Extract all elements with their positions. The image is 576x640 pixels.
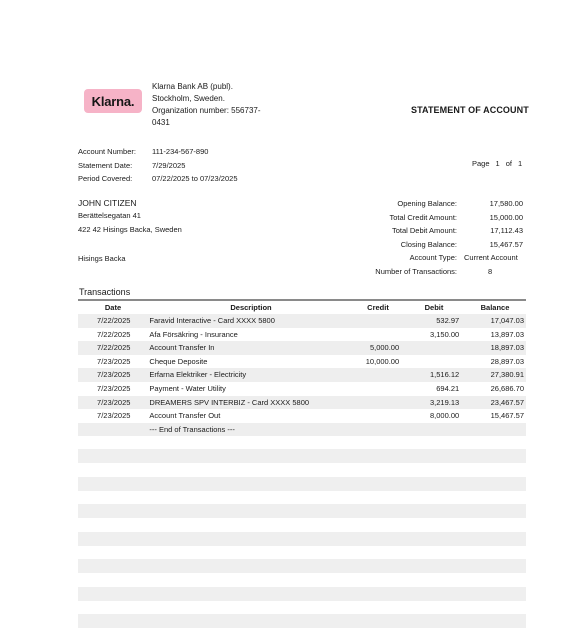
- row-debit: 8,000.00: [429, 411, 460, 421]
- header-credit: Credit: [367, 303, 389, 312]
- row-debit: 694.21: [436, 383, 460, 393]
- row-debit: [399, 341, 459, 355]
- summary-label: Number of Transactions:: [375, 266, 457, 276]
- period-value: 07/22/2025 to 07/23/2025: [152, 174, 238, 183]
- row-credit: [329, 409, 400, 423]
- table-row: [78, 314, 526, 328]
- summary-label: Closing Balance:: [400, 239, 457, 249]
- summary-label: Total Credit Amount:: [389, 212, 457, 222]
- row-credit: [329, 328, 400, 342]
- page-of-label: of: [505, 159, 512, 168]
- account-details: [78, 145, 238, 186]
- statement-title: STATEMENT OF ACCOUNT: [411, 105, 529, 115]
- row-credit: 5,000.00: [369, 343, 400, 353]
- header-date: Date: [104, 303, 122, 312]
- row-date: [78, 423, 130, 437]
- customer-name: JOHN CITIZEN: [78, 198, 137, 208]
- table-row: [78, 396, 526, 410]
- row-balance: 26,686.70: [490, 383, 524, 393]
- empty-row-band: [78, 532, 526, 546]
- summary-value: 8: [488, 266, 493, 276]
- row-description: Afa Försäkring - Insurance: [149, 329, 238, 339]
- header-description: Description: [230, 303, 272, 312]
- summary-label: Opening Balance:: [397, 199, 457, 208]
- row-date: 7/23/2025: [97, 411, 131, 421]
- account-number-label: Account Number:: [78, 147, 136, 156]
- table-row: [78, 409, 526, 423]
- summary-label: Account Type:: [409, 253, 457, 263]
- row-debit: [399, 355, 459, 369]
- row-balance: 27,380.91: [490, 370, 524, 380]
- customer-address: [78, 198, 182, 237]
- customer-city: 422 42 Hisings Backa, Sweden: [78, 225, 182, 234]
- bank-line: Stockholm, Sweden.: [152, 94, 225, 103]
- customer-street: Berättelsegatan 41: [78, 211, 141, 220]
- summary-row: [330, 265, 530, 279]
- empty-row-band: [78, 477, 526, 491]
- page-label: Page: [472, 159, 490, 168]
- empty-row-band: [78, 449, 526, 463]
- summary-row: [330, 197, 530, 211]
- table-row: [78, 368, 526, 382]
- period-row: [78, 172, 238, 186]
- klarna-logo: [84, 89, 142, 113]
- row-balance: 15,467.57: [490, 411, 524, 421]
- account-number-row: [78, 145, 238, 159]
- row-balance: [459, 423, 526, 437]
- row-credit: [329, 382, 400, 396]
- table-row: [78, 341, 526, 355]
- table-header: [78, 302, 526, 314]
- summary-label: Total Debit Amount:: [391, 226, 457, 236]
- row-debit: 532.97: [436, 316, 460, 325]
- row-description: DREAMERS SPV INTERBIZ - Card XXXX 5800: [149, 397, 310, 407]
- statement-date-row: [78, 159, 238, 173]
- row-balance: 28,897.03: [490, 356, 524, 366]
- bank-info: [152, 81, 272, 129]
- table-row: [78, 328, 526, 342]
- row-description: --- End of Transactions ---: [149, 424, 235, 434]
- customer-branch: Hisings Backa: [78, 254, 126, 263]
- row-balance: 17,047.03: [490, 316, 524, 325]
- row-debit: 3,219.13: [429, 397, 460, 407]
- row-description: Faravid Interactive - Card XXXX 5800: [149, 316, 275, 325]
- header-balance: Balance: [480, 303, 510, 312]
- row-balance: 13,897.03: [490, 329, 524, 339]
- summary-row: [330, 211, 530, 225]
- summary-value: 17,112.43: [490, 226, 523, 236]
- transactions-title: Transactions: [79, 287, 131, 297]
- row-description: Cheque Deposite: [149, 356, 208, 366]
- table-row: [78, 355, 526, 369]
- row-description: Payment - Water Utility: [149, 383, 226, 393]
- bank-line: Organization number: 556737-: [152, 106, 261, 115]
- period-label: Period Covered:: [78, 174, 133, 183]
- row-description: Account Transfer In: [149, 343, 215, 353]
- section-divider: [78, 299, 526, 301]
- row-credit: [329, 314, 400, 328]
- row-debit: 1,516.12: [429, 370, 460, 380]
- row-debit: [399, 423, 459, 437]
- empty-row-band: [78, 559, 526, 573]
- page-number: [472, 159, 522, 168]
- statement-date-value: 7/29/2025: [152, 160, 186, 170]
- row-description: Account Transfer Out: [149, 411, 221, 421]
- row-balance: 23,467.57: [490, 397, 524, 407]
- empty-row-band: [78, 587, 526, 601]
- bank-line: 0431: [152, 118, 170, 127]
- row-credit: [329, 396, 400, 410]
- summary-value: 15,467.57: [489, 239, 523, 249]
- transactions-table: [78, 302, 526, 436]
- summary-row: [330, 238, 530, 252]
- page-total: 1: [517, 159, 523, 168]
- header-debit: Debit: [424, 303, 444, 312]
- summary-value: Current Account: [464, 253, 518, 263]
- row-date: 7/23/2025: [97, 397, 131, 407]
- bank-line: Klarna Bank AB (publ).: [152, 82, 233, 91]
- summary-row: [330, 251, 530, 265]
- row-credit: 10,000.00: [365, 356, 400, 366]
- summary-row: [330, 224, 530, 238]
- row-date: 7/22/2025: [97, 316, 131, 325]
- page-current: 1: [495, 159, 500, 168]
- logo-text: Klarna.: [91, 93, 135, 109]
- row-date: 7/23/2025: [97, 370, 131, 380]
- empty-row-band: [78, 614, 526, 628]
- summary-value: 17,580.00: [489, 199, 523, 208]
- row-debit: 3,150.00: [429, 329, 460, 339]
- row-date: 7/22/2025: [97, 343, 131, 353]
- table-row: [78, 423, 526, 437]
- table-row: [78, 382, 526, 396]
- row-credit: [329, 368, 400, 382]
- account-number-value: 111-234-567-890: [152, 147, 209, 156]
- row-date: 7/22/2025: [97, 329, 131, 339]
- row-credit: [329, 423, 400, 437]
- account-summary: [330, 197, 530, 279]
- empty-row-band: [78, 504, 526, 518]
- row-description: Erfarna Elektriker - Electricity: [149, 370, 247, 380]
- row-balance: 18,897.03: [490, 343, 524, 353]
- row-date: 7/23/2025: [97, 383, 131, 393]
- row-date: 7/23/2025: [97, 356, 131, 366]
- statement-date-label: Statement Date:: [78, 160, 133, 170]
- summary-value: 15,000.00: [489, 212, 523, 222]
